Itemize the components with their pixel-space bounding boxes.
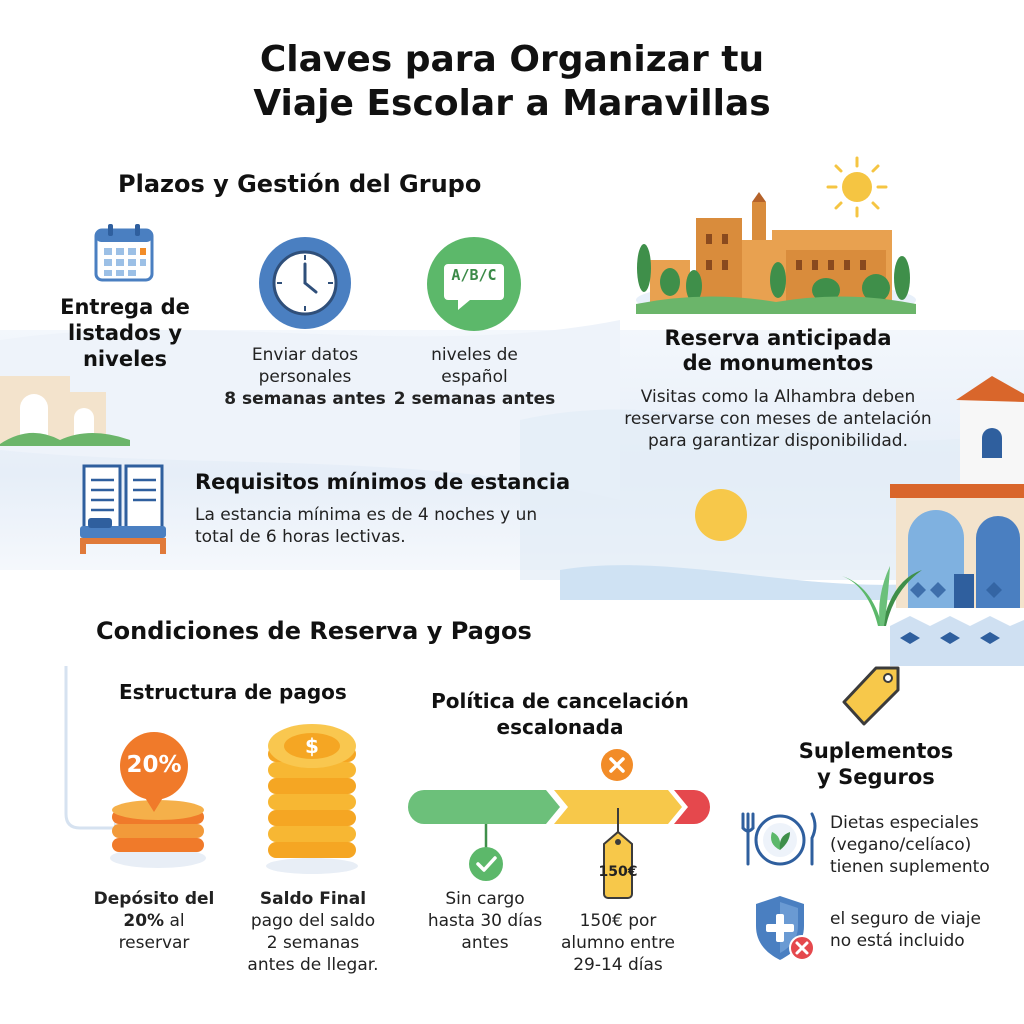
entrega-label: Entrega de listados y niveles xyxy=(60,295,190,371)
book-bed-icon xyxy=(78,460,168,556)
cross-icon xyxy=(600,748,634,782)
calendar-icon xyxy=(92,222,156,284)
check-icon xyxy=(466,824,506,884)
cancelacion-heading: Política de cancelación escalonada xyxy=(431,689,689,739)
page-title: Claves para Organizar tu Viaje Escolar a Maravillas xyxy=(253,39,771,124)
cancellation-timeline-bar xyxy=(408,788,714,826)
shield-cross-icon xyxy=(752,892,818,964)
price-tag-icon xyxy=(840,662,904,728)
sin-cargo-text: Sin cargo hasta 30 días antes xyxy=(427,889,543,953)
arches-illustration xyxy=(0,366,130,446)
pagos-heading: Estructura de pagos xyxy=(119,680,347,704)
speech-bubble-icon xyxy=(426,236,522,332)
coin-stack-icon xyxy=(264,716,360,876)
plate-cutlery-icon xyxy=(740,810,820,868)
sun-icon xyxy=(694,488,748,542)
sun-icon xyxy=(826,156,888,218)
deposit-badge: 20% xyxy=(126,752,182,778)
section-heading-condiciones: Condiciones de Reserva y Pagos xyxy=(96,617,532,645)
reserva-heading: Reserva anticipada de monumentos xyxy=(664,326,892,375)
section-heading-plazos: Plazos y Gestión del Grupo xyxy=(118,170,482,198)
saldo-final-text: Saldo Final pago del saldo 2 semanas antes de llegar. xyxy=(247,889,379,975)
niveles-espanol-text: niveles de español 2 semanas antes xyxy=(393,345,556,409)
deposit-coin-stack-icon xyxy=(108,730,208,870)
abc-icon-text: A/B/C xyxy=(451,266,497,284)
cargo-text: 150€ por alumno entre 29-14 días xyxy=(560,911,676,975)
plant-illustration xyxy=(838,556,928,626)
requisitos-heading: Requisitos mínimos de estancia xyxy=(195,470,571,494)
suplementos-heading: Suplementos y Seguros xyxy=(798,739,954,789)
clock-icon xyxy=(258,236,352,330)
seguro-text: el seguro de viaje no está incluido xyxy=(830,909,981,951)
dietas-text: Dietas especiales (vegano/celíaco) tienen suplemento xyxy=(830,813,990,877)
datos-personales-text: Enviar datos personales 8 semanas antes xyxy=(224,345,386,409)
svg-text:$: $ xyxy=(305,734,319,758)
price-tag-150-icon xyxy=(590,808,646,904)
deposito-text: Depósito del 20% al reservar xyxy=(93,889,215,953)
reserva-text: Visitas como la Alhambra deben reservarse con meses de antelación para garantizar disponibilidad. xyxy=(624,387,932,451)
requisitos-text: La estancia mínima es de 4 noches y un total de 6 horas lectivas. xyxy=(195,505,538,547)
price-tag-label: 150€ xyxy=(598,864,638,880)
